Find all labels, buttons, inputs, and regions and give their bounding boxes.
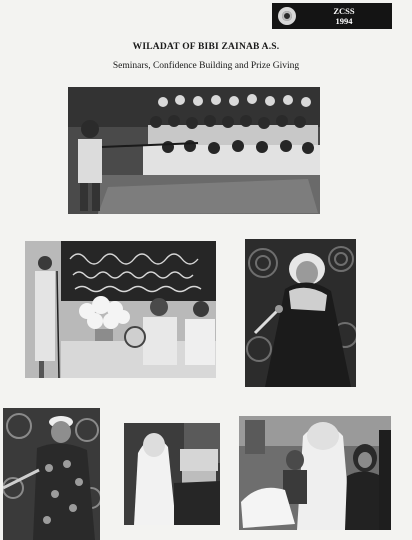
photo-children-gathering [68,87,320,214]
badge-org: ZCSS [333,6,355,16]
badge-text [296,6,392,26]
photo-4-image [3,408,100,540]
page-title: WILADAT OF BIBI ZAINAB A.S. [132,42,280,52]
page-subtitle: Seminars, Confidence Building and Prize Giving [112,61,300,71]
year-badge [272,3,392,29]
badge-year: 1994 [335,16,353,26]
photo-6-image [239,416,391,530]
photo-5-image [124,423,220,525]
photo-girl-at-microphone [245,239,356,387]
organization-seal-icon [278,7,296,25]
photo-stage-banner [25,241,216,378]
photo-boy-at-microphone [3,408,100,540]
photo-prize-giving [124,423,220,525]
photo-children-with-gifts [239,416,391,530]
photo-3-image [245,239,356,387]
photo-2-image [25,241,216,378]
photo-1-image [68,87,320,214]
